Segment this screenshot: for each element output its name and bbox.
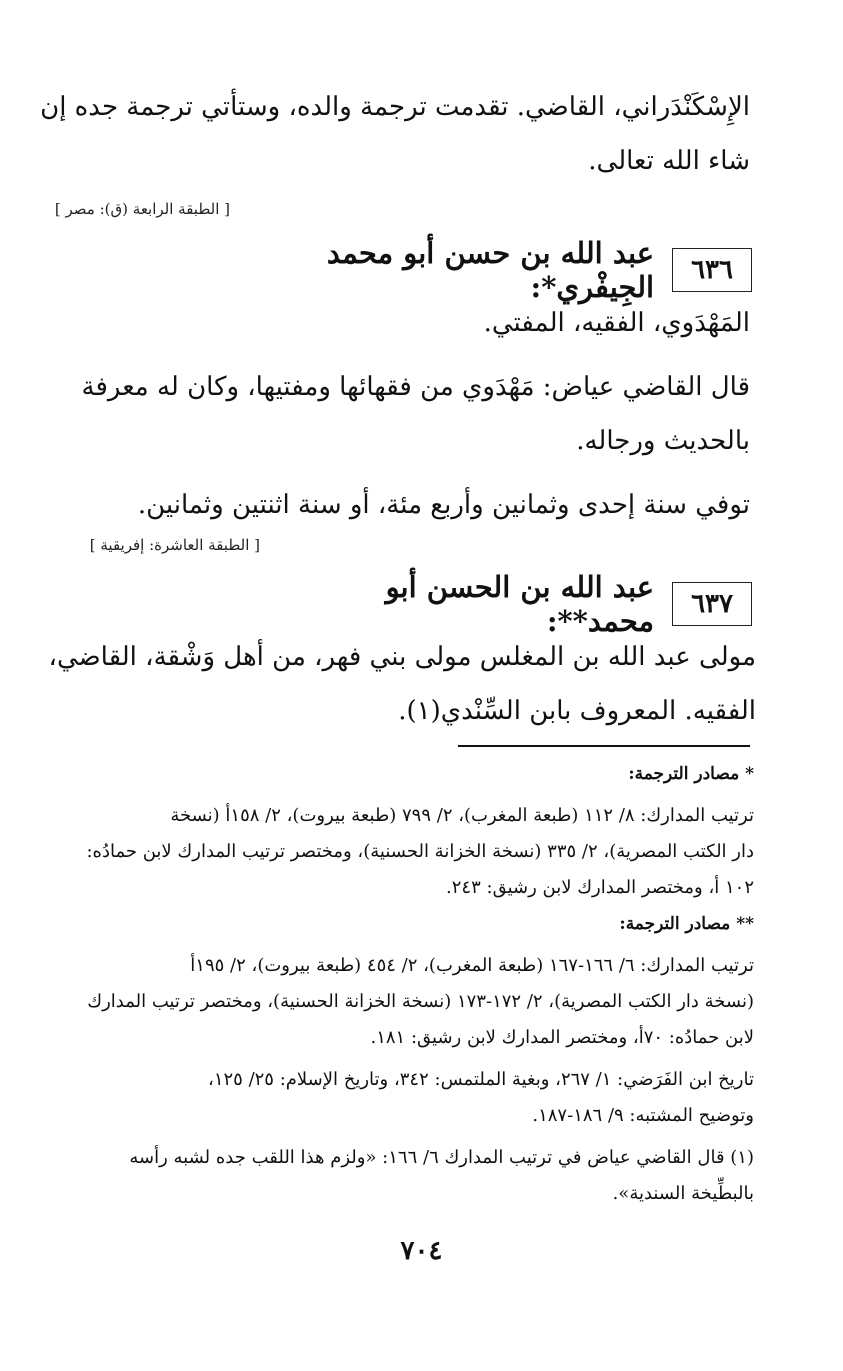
sources-2-line-2: (نسخة دار الكتب المصرية)، ٢/ ١٧٢-١٧٣ (نسخة الخزانة الحسنية)، ومختصر ترتيب المدارك [87, 991, 754, 1012]
sources-1-title: * مصادر الترجمة: [628, 764, 754, 784]
footnotes [42, 756, 754, 1212]
sources-2-line-1: ترتيب المدارك: ٦/ ١٦٦-١٦٧ (طبعة المغرب)، ٢/ ٤٥٤ (طبعة بيروت)، ٢/ ١٩٥أ [190, 955, 754, 976]
entry-636-number: ٦٣٦ [672, 248, 752, 292]
entry-637-body [38, 630, 756, 738]
entry-636-header [250, 236, 752, 304]
note-1-line-1: (١) قال القاضي عياض في ترتيب المدارك ٦/ ١٦٦: «ولزم هذا اللقب جده لشبه رأسه [129, 1147, 754, 1168]
intro-line-2: شاء الله تعالى. [588, 146, 750, 176]
entry-637-category: [ الطبقة العاشرة: إفريقية ] [89, 536, 260, 554]
sources-1-line-1: ترتيب المدارك: ٨/ ١١٢ (طبعة المغرب)، ٢/ ٧٩٩ (طبعة بيروت)، ٢/ ١٥٨أ (نسخة [170, 805, 754, 826]
entry-637-title: عبد الله بن الحسن أبو محمد**: [385, 570, 655, 638]
sources-2-line-3: لابن حمادُه: ٧٠أ، ومختصر المدارك لابن رشيق: ١٨١. [370, 1027, 754, 1048]
entry-636-quote-line-1: قال القاضي عياض: مَهْدَوي من فقهائها ومفتيها، وكان له معرفة [81, 372, 750, 402]
sources-1-line-3: ١٠٢ أ، ومختصر المدارك لابن رشيق: ٢٤٣. [446, 877, 754, 898]
entry-637-desc-line-2: الفقيه. المعروف بابن السِّنْدي(١). [398, 696, 756, 726]
entry-636-quote-line-2: بالحديث ورجاله. [576, 426, 750, 456]
entry-636-desc: المَهْدَوي، الفقيه، المفتي. [483, 308, 750, 338]
note-1-line-2: بالبطِّيخة السندية». [612, 1183, 754, 1204]
intro-line-1: الإِسْكَنْدَراني، القاضي. تقدمت ترجمة والده، وستأتي ترجمة جده إن [40, 92, 750, 122]
entry-637-header [270, 570, 752, 638]
intro-paragraph [38, 80, 750, 188]
sources-2-line-5: وتوضيح المشتبه: ٩/ ١٨٦-١٨٧. [532, 1105, 754, 1126]
sources-1-line-2: دار الكتب المصرية)، ٢/ ٣٣٥ (نسخة الخزانة الحسنية)، ومختصر ترتيب المدارك لابن حمادُه: [86, 841, 754, 862]
entry-637-number: ٦٣٧ [672, 582, 752, 626]
entry-637-desc-line-1: مولى عبد الله بن المغلس مولى بني فهر، من أهل وَشْقة، القاضي، [48, 642, 756, 672]
sources-2-line-4: تاريخ ابن الفَرَضي: ١/ ٢٦٧، وبغية الملتمس: ٣٤٢، وتاريخ الإسلام: ٢٥/ ١٢٥، [208, 1069, 754, 1090]
entry-636-death: توفي سنة إحدى وثمانين وأربع مئة، أو سنة اثنتين وثمانين. [137, 490, 750, 520]
sources-2-title: ** مصادر الترجمة: [619, 914, 754, 934]
entry-636-category: [ الطبقة الرابعة (ق): مصر ] [54, 200, 230, 218]
footnote-separator [458, 745, 750, 747]
entry-636-title: عبد الله بن حسن أبو محمد الجِيفْري*: [326, 236, 655, 304]
entry-636-body [38, 296, 750, 532]
page-number: ٧٠٤ [400, 1236, 443, 1266]
